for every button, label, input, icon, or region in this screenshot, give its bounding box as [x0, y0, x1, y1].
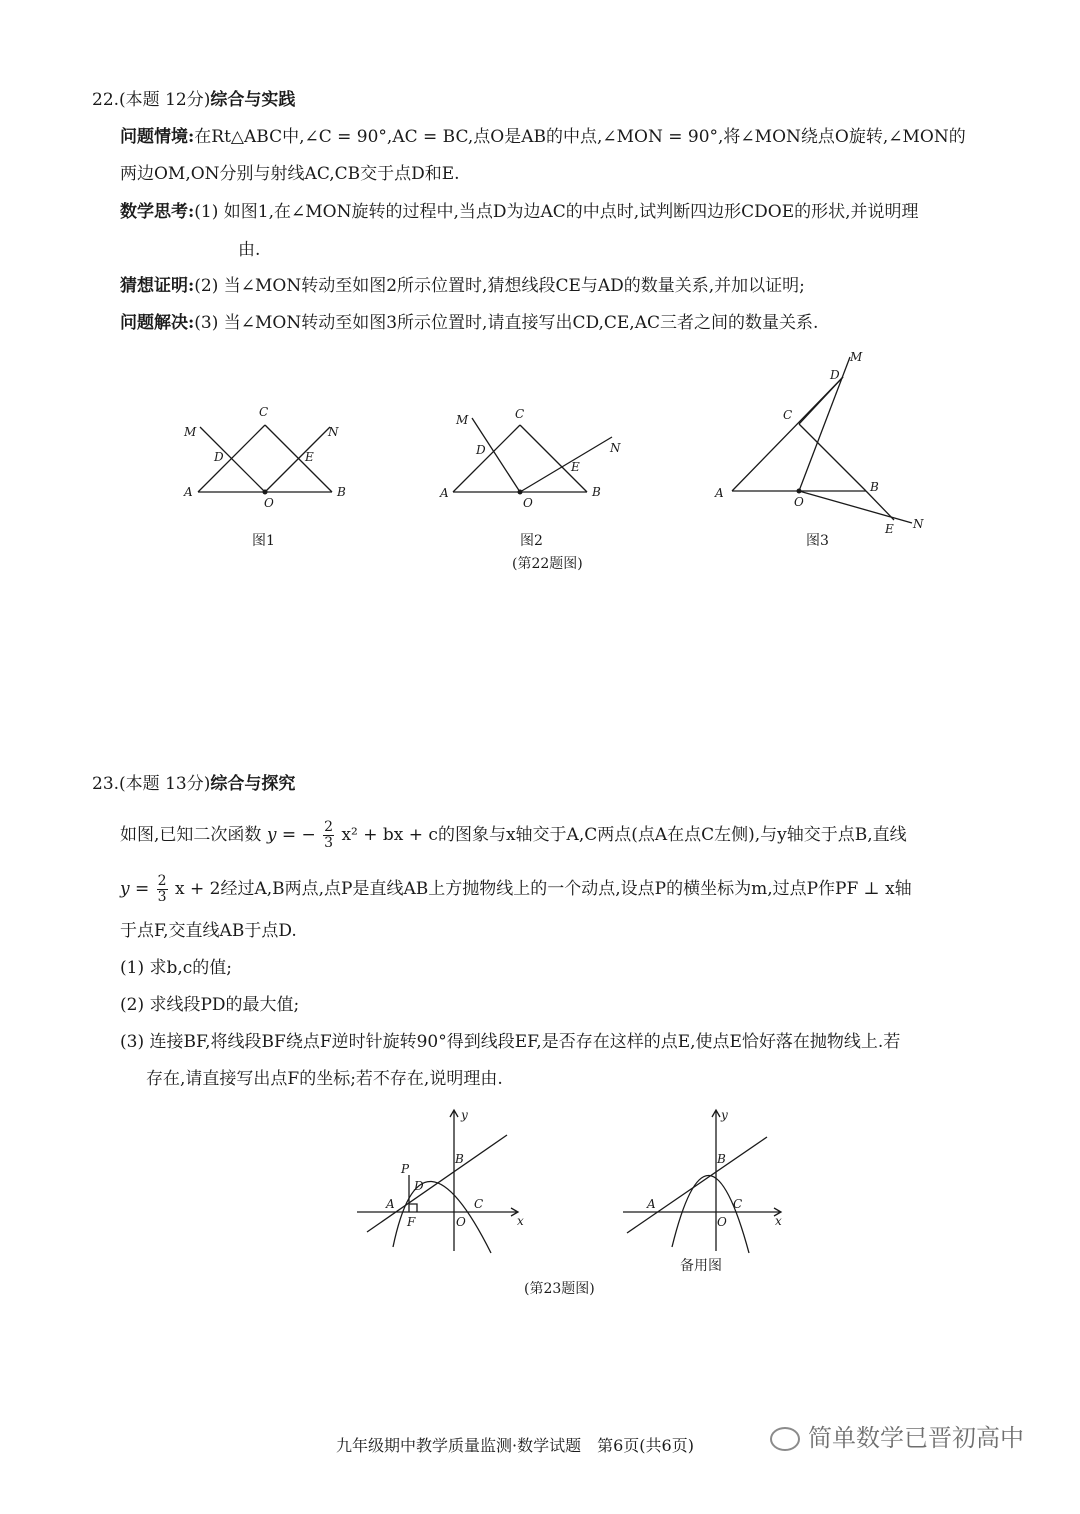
q23-label-f: F — [407, 1215, 416, 1229]
q23-label-y: y — [461, 1108, 468, 1122]
q23-part1: (1) 求b,c的值; — [120, 958, 233, 978]
fig3-label-b: B — [870, 480, 879, 494]
spare-label-x: x — [775, 1214, 782, 1228]
fig2-label-a: A — [440, 486, 449, 500]
q23-fraction2-den: 3 — [157, 889, 167, 905]
q22-situation-line2: 两边OM,ON分别与射线AC,CB交于点D和E. — [120, 164, 460, 184]
fig1-label-c: C — [259, 405, 269, 419]
q23-label-c: C — [474, 1197, 484, 1211]
q23-fraction1 — [323, 820, 334, 851]
q23-part3-line1: (3) 连接BF,将线段BF绕点F逆时针旋转90°得到线段EF,是否存在这样的点E,使点E恰好落在抛物线上.若 — [120, 1032, 901, 1052]
spare-label-o: O — [717, 1215, 727, 1229]
q23-fraction2 — [157, 874, 168, 905]
fig2-label-o: O — [523, 496, 533, 510]
fig1-label-e: E — [305, 450, 314, 464]
fig1-ray-om — [200, 427, 265, 492]
q23-number: 23.(本题 13分) — [92, 774, 211, 794]
fig3-label-c: C — [783, 408, 793, 422]
q23-label-b: B — [455, 1152, 464, 1166]
q23-label-p: P — [401, 1162, 410, 1176]
watermark — [770, 1418, 1024, 1453]
fig1-label-m: M — [184, 425, 197, 439]
q22-thinking-line1 — [120, 202, 919, 222]
q23-stem-text1b: x² + bx + c的图象与x轴交于A,C两点(点A在点C左侧),与y轴交于点B,直线 — [341, 825, 907, 845]
q23-stem-text2b: x + 2经过A,B两点,点P是直线AB上方抛物线上的一个动点,设点P的横坐标为m,过点P作PF ⊥ x轴 — [175, 879, 912, 899]
q23-part3-line2: 存在,请直接写出点F的坐标;若不存在,说明理由. — [146, 1069, 503, 1089]
fig2-point-o — [518, 490, 523, 495]
fig3-label-d: D — [830, 368, 840, 382]
page-footer: 九年级期中教学质量监测·数学试题 第6页(共6页) — [336, 1436, 694, 1455]
q22-thinking-text1: (1) 如图1,在∠MON旋转的过程中,当点D为边AC的中点时,试判断四边形CDOE的形状,并说明理 — [194, 202, 919, 222]
spare-label-a: A — [647, 1197, 656, 1211]
q23-stem-text1a: 如图,已知二次函数 — [120, 825, 262, 845]
spare-parabola — [672, 1175, 749, 1253]
q23-function-y: y = − — [266, 825, 316, 845]
spare-label-b: B — [717, 1152, 726, 1166]
watermark-text: 简单数学已晋初高中 — [808, 1424, 1024, 1452]
q22-number: 22.(本题 12分) — [92, 90, 211, 110]
fig2-label-e: E — [571, 460, 580, 474]
q23-stem-line1 — [120, 820, 907, 851]
q23-fraction1-den: 3 — [324, 835, 334, 851]
spare-label-y: y — [721, 1108, 728, 1122]
q22-fig3-caption: 图3 — [806, 533, 829, 549]
fig3-ray-om — [799, 357, 850, 491]
q22-situation-label: 问题情境: — [120, 127, 195, 147]
q23-stem-line2 — [120, 874, 912, 905]
q22-fig2-caption: 图2 — [520, 533, 543, 549]
fig3-ray-on — [799, 491, 912, 523]
q22-proof-text: (2) 当∠MON转动至如图2所示位置时,猜想线段CE与AD的数量关系,并加以证明; — [194, 276, 805, 296]
fig2-label-c: C — [515, 407, 525, 421]
q23-label-o: O — [456, 1215, 466, 1229]
q23-figure-caption: (第23题图) — [524, 1281, 595, 1297]
fig2-label-n: N — [610, 441, 621, 455]
q23-main-figure — [355, 1105, 535, 1255]
q23-header — [92, 774, 295, 794]
q23-part2: (2) 求线段PD的最大值; — [120, 995, 300, 1015]
fig2-label-m: M — [456, 413, 469, 427]
fig1-point-o — [263, 490, 268, 495]
fig3-label-a: A — [715, 486, 724, 500]
fig3-label-e: E — [885, 522, 894, 536]
q23-stem-line3: 于点F,交直线AB于点D. — [120, 921, 297, 941]
q22-thinking-label: 数学思考: — [120, 202, 195, 222]
q23-spare-figure — [615, 1105, 795, 1255]
q22-figure2 — [430, 400, 630, 515]
spare-label-c: C — [733, 1197, 743, 1211]
q22-situation-text1: 在Rt△ABC中,∠C = 90°,AC = BC,点O是AB的中点,∠MON = 90°,将∠MON绕点O旋转,∠MON的 — [194, 127, 966, 147]
fig1-ray-on — [265, 427, 330, 492]
q22-solve-label: 问题解决: — [120, 313, 195, 333]
q22-thinking-line2: 由. — [238, 240, 261, 260]
q23-label-d: D — [414, 1179, 424, 1193]
q22-title: 综合与实践 — [210, 90, 296, 110]
q23-title: 综合与探究 — [210, 774, 296, 794]
q23-label-x: x — [517, 1214, 524, 1228]
q22-solve-line — [120, 313, 818, 333]
q22-solve-text: (3) 当∠MON转动至如图3所示位置时,请直接写出CD,CE,AC三者之间的数量关系. — [194, 313, 819, 333]
fig3-label-m: M — [850, 350, 863, 364]
q23-fraction1-num: 2 — [324, 819, 334, 835]
q23-line-ab — [367, 1135, 507, 1232]
q22-situation-line1 — [120, 127, 966, 147]
q23-fraction2-num: 2 — [157, 873, 167, 889]
fig1-label-n: N — [328, 425, 339, 439]
q22-header — [92, 90, 295, 110]
fig2-segment-ac — [453, 425, 520, 492]
fig1-label-a: A — [184, 485, 193, 499]
spare-line-ab — [627, 1137, 767, 1233]
q23-right-angle-mark — [409, 1204, 417, 1212]
fig3-segment-be — [866, 491, 894, 520]
fig3-ray-ac-extension — [799, 377, 843, 424]
q22-figure3 — [700, 345, 940, 540]
fig1-label-d: D — [214, 450, 224, 464]
fig3-label-n: N — [913, 517, 924, 531]
fig3-label-o: O — [794, 495, 804, 509]
fig1-label-o: O — [264, 496, 274, 510]
fig3-segment-cb — [799, 424, 866, 491]
q23-line-y: y = — [120, 879, 150, 899]
fig1-label-b: B — [337, 485, 346, 499]
q23-label-a: A — [386, 1197, 395, 1211]
q22-fig1-caption: 图1 — [252, 533, 275, 549]
q23-spare-caption: 备用图 — [680, 1258, 722, 1274]
q22-figure-caption: (第22题图) — [512, 556, 583, 572]
fig2-ray-on — [520, 437, 612, 492]
q22-figure1 — [170, 400, 360, 515]
q22-proof-line — [120, 276, 805, 296]
q22-proof-label: 猜想证明: — [120, 276, 195, 296]
fig2-label-b: B — [592, 485, 601, 499]
wechat-icon — [770, 1427, 800, 1451]
fig3-point-o — [797, 489, 802, 494]
fig2-label-d: D — [476, 443, 486, 457]
